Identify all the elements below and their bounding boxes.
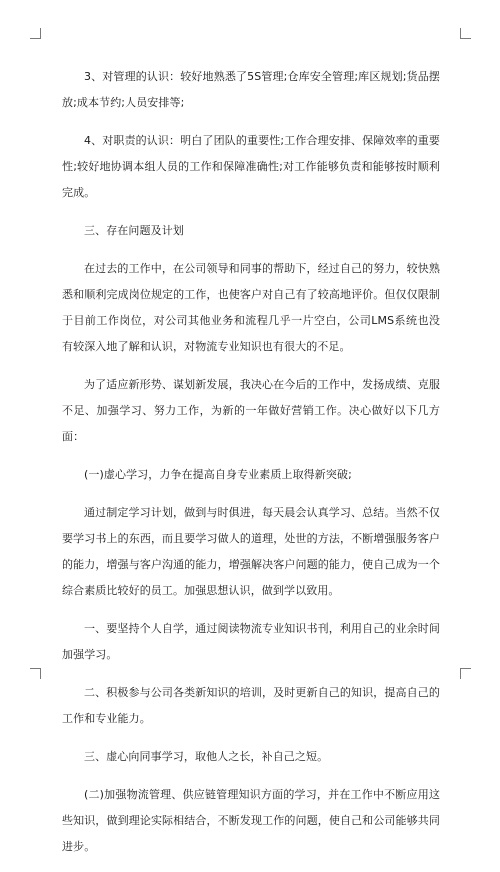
subheading-humble-learning: (一)虚心学习，力争在提高自身专业素质上取得新突破; (84, 468, 352, 481)
list-item-self-study: 一、要坚持个人自学，通过阅读物流专业知识书刊，利用自己的业余时间加强学习。 (62, 622, 440, 661)
section-heading-problems-plan: 三、存在问题及计划 (84, 224, 184, 237)
list-item-training: 二、积极参与公司各类新知识的培训，及时更新自己的知识，提高自己的工作和专业能力。 (62, 686, 440, 725)
paragraph-study-plan: 通过制定学习计划，做到与时俱进，每天晨会认真学习、总结。当然不仅要学习书上的东西，而且要学习做人的道理，处世的方法，不断增强服务客户的能力，增强与客户沟通的能力，增强解决客户问题的能力，使自己成为一个综合素质比较好的员工。加强思想认识，做到学以致用。 (62, 506, 440, 597)
document-body (62, 64, 440, 872)
paragraph-management-understanding: 3、对管理的认识：较好地熟悉了5S管理;仓库安全管理;库区规划;货品摆放;成本节约;人员安排等; (62, 70, 440, 109)
crop-mark-top-left (30, 28, 41, 39)
crop-mark-bottom-left (30, 668, 41, 679)
paragraph-duty-understanding: 4、对职责的认识：明白了团队的重要性;工作合理安排、保障效率的重要性;较好地协调本组人员的工作和保障准确性;对工作能够负责和能够按时顺利完成。 (62, 134, 440, 199)
crop-mark-bottom-right (460, 668, 471, 679)
crop-mark-top-right (460, 28, 471, 39)
subheading-logistics-management: (二)加强物流管理、供应链管理知识方面的学习，并在工作中不断应用这些知识，做到理论实际相结合，不断发现工作的问题，使自己和公司能够共同进步。 (62, 788, 440, 853)
paragraph-resolution: 为了适应新形势、谋划新发展，我决心在今后的工作中，发扬成绩、克服不足、加强学习、努力工作，为新的一年做好营销工作。决心做好以下几方面： (62, 378, 440, 443)
paragraph-past-work: 在过去的工作中，在公司领导和同事的帮助下，经过自己的努力，较快熟悉和顺利完成岗位规定的工作，也使客户对自己有了较高地评价。但仅仅限制于目前工作岗位，对公司其他业务和流程几乎一片空白，公司LMS系统也没有较深入地了解和认识，对物流专业知识也有很大的不足。 (62, 262, 440, 353)
list-item-learn-from-colleagues: 三、虚心向同事学习，取他人之长，补自己之短。 (84, 750, 329, 763)
